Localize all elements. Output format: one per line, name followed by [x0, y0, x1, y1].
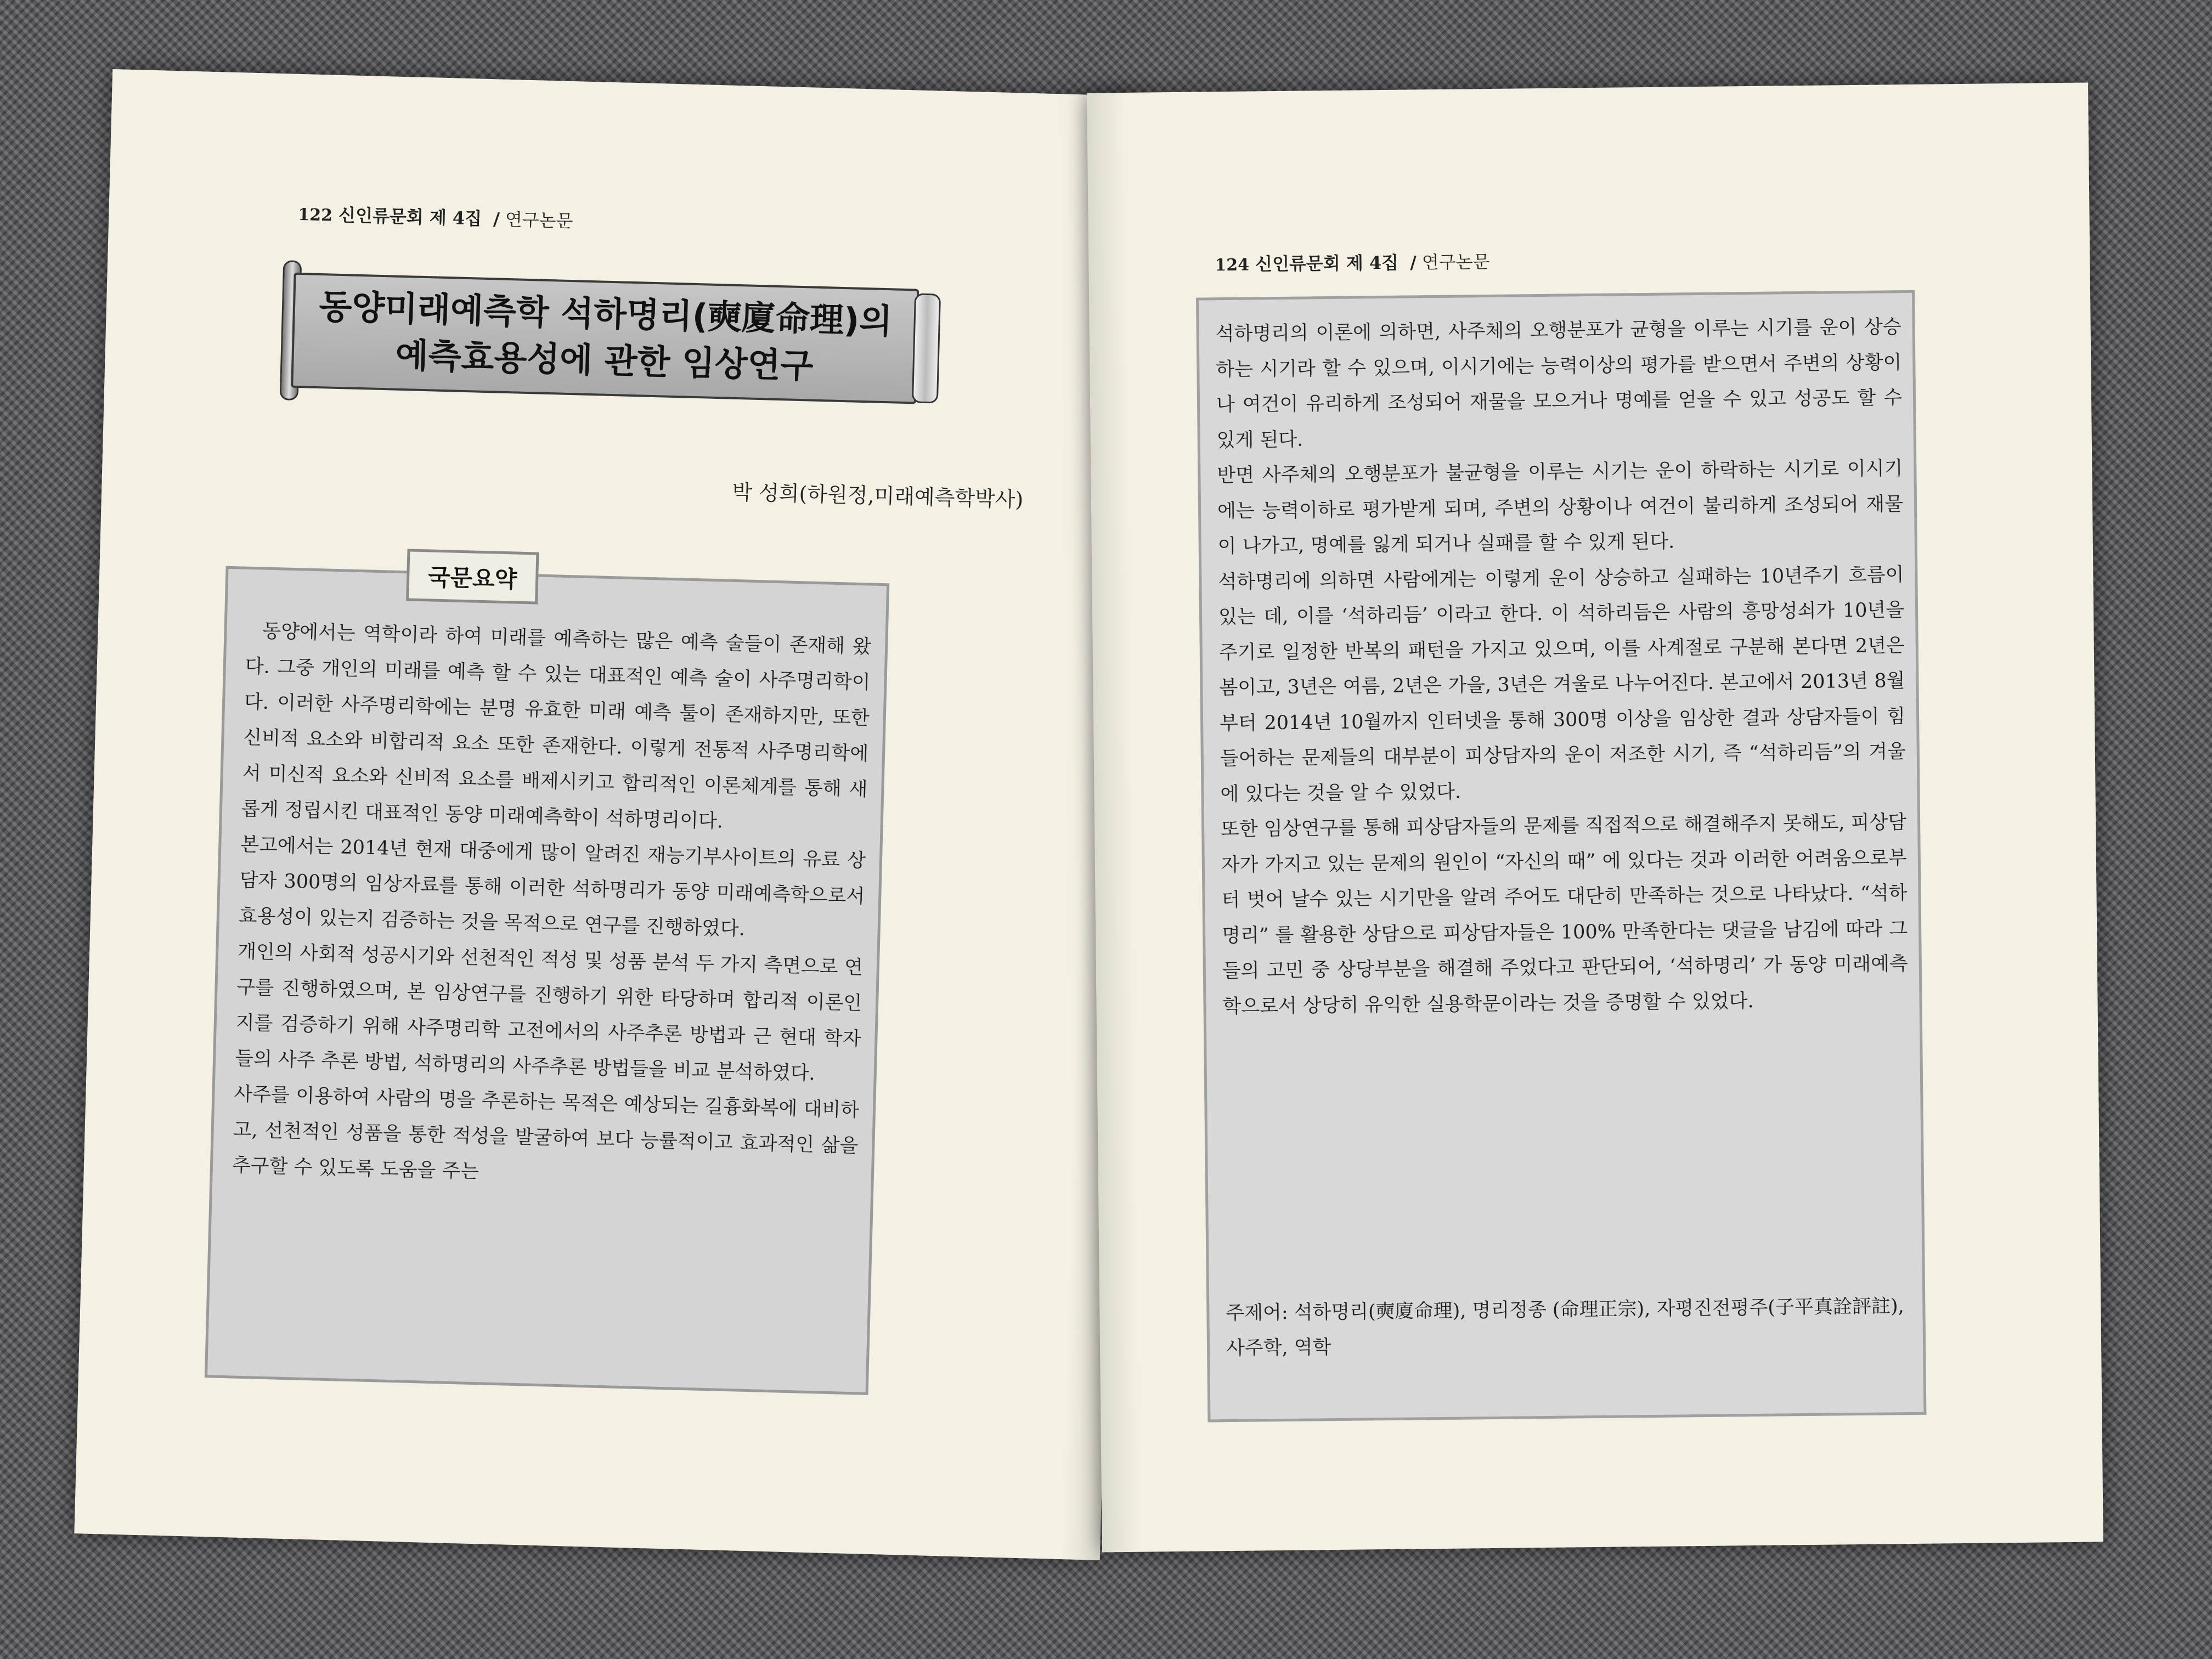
title-scroll [274, 260, 941, 417]
keywords: 주제어: 석하명리(奭廈命理), 명리정종 (命理正宗), 자평진전평주(子平真詮評註), 사주학, 역학 [1226, 1295, 1904, 1360]
page-number: 122 [297, 205, 333, 225]
scroll-rod-right [912, 293, 941, 403]
separator: / [493, 208, 500, 230]
abstract-paragraph: 사주를 이용하여 사람의 명을 추론하는 목적은 예상되는 길흉화복에 대비하고, 선천적인 성품을 통한 적성을 발굴하여 보다 능률적이고 효과적인 삶을 추구할 수 있도록 도움을 주는 [232, 1083, 860, 1183]
abstract-paragraph: 개인의 사회적 성공시기와 선천적인 적성 및 성품 분석 두 가지 측면으로 연구를 진행하였으며, 본 임상연구를 진행하기 위한 타당하며 합리적 이론인지를 검증하기 위해 사주명리학 고전에서의 사주추론 방법과 근 현대 학자들의 사주 추론 방법, 석하명리의 사주추론 방법들을 비교 분석하였다. [234, 940, 864, 1085]
abstract-label: 국문요약 [406, 549, 539, 604]
body-paragraph: 석하명리의 이론에 의하면, 사주체의 오행분포가 균형을 이루는 시기를 운이 상승하는 시기라 할 수 있으며, 이시기에는 능력이상의 평가를 받으면서 주변의 상황이나 여건이 유리하게 조성되어 재물을 모으거나 명예를 얻을 수 있고 성공도 할 수 있게 된다. [1215, 316, 1903, 452]
page-number: 124 [1215, 255, 1250, 275]
body-paragraph: 반면 사주체의 오행분포가 불균형을 이루는 시기는 운이 하락하는 시기로 이시기 에는 능력이하로 평가받게 되며, 주변의 상황이나 여건이 불리하게 조성되어 재물이 나가고, 명예를 잃게 되거나 실패를 할 수 있게 된다. [1217, 458, 1904, 558]
section-name: 연구논문 [1421, 251, 1490, 273]
abstract-paragraph: 본고에서는 2014년 현재 대중에게 많이 알려진 재능기부사이트의 유료 상담자 300명의 임상자료를 통해 이러한 석하명리가 동양 미래예측학으로서 효용성이 있는지 검증하는 것을 목적으로 연구를 진행하였다. [238, 833, 866, 940]
abstract-paragraph: 동양에서는 역학이라 하여 미래를 예측하는 많은 예측 술들이 존재해 왔다. 그중 개인의 미래를 예측 할 수 있는 대표적인 예측 술이 사주명리학이다. 이러한 사주명리학에는 분명 유효한 미래 예측 툴이 존재하지만, 또한 신비적 요소와 비합리적 요소 또한 존재한다. 이렇게 전통적 사주명리학에서 미신적 요소와 신비적 요소를 배제시키고 합리적인 이론체계를 통해 새롭게 정립시킨 대표적인 동양 미래예측학이 석하명리이다. [241, 620, 872, 833]
left-page [74, 69, 1138, 1560]
paper-title [308, 283, 902, 392]
title-line-1: 동양미래예측학 석하명리(奭廈命理)의 [318, 286, 893, 342]
author-line: 박 성희(하원정,미래예측학박사) [731, 479, 1024, 512]
body-paragraph: 또한 임상연구를 통해 피상담자들의 문제를 직접적으로 해결해주지 못해도, 피상담자가 가지고 있는 문제의 원인이 “자신의 때” 에 있다는 것과 이러한 어려움으로부터 벗어 날수 있는 시기만을 알려 주어도 대단히 만족하는 것으로 나타났다. “석하명리” 를 활용한 상담으로 피상담자들은 100% 만족한다는 댓글을 남김에 따라 그들의 고민 중 상당부분을 해결해 주었다고 판단되어, ‘석하명리’ 가 동양 미래예측학으로서 상당히 유익한 실용학문이라는 것을 증명할 수 있었다. [1220, 811, 1909, 1018]
abstract-continuation-text [1215, 309, 1908, 1024]
journal-name: 신인류문회 제 4집 [1255, 252, 1399, 275]
separator: / [1410, 252, 1417, 273]
journal-name: 신인류문회 제 4집 [338, 204, 482, 229]
right-page [1087, 83, 2103, 1553]
title-line-2: 예측효용성에 관한 임상연구 [394, 335, 814, 386]
section-name: 연구논문 [505, 208, 573, 232]
abstract-text [232, 613, 872, 1200]
running-header [298, 200, 573, 233]
running-header [1215, 248, 1490, 276]
body-paragraph: 석하명리에 의하면 사람에게는 이렇게 운이 상승하고 실패하는 10년주기 흐름이 있는 데, 이를 ‘석하리듬’ 이라고 한다. 이 석하리듬은 사람의 흥망성쇠가 10년을 주기로 일정한 반복의 패턴을 가지고 있으며, 이를 사계절로 구분해 본다면 2년은 봄이고, 3년은 여름, 2년은 가을, 3년은 겨울로 나누어진다. 본고에서 2013년 8월부터 2014년 10월까지 인터넷을 통해 300명 이상을 임상한 결과 상담자들이 힘들어하는 문제들의 대부분이 피상담자의 운이 저조한 시기, 즉 “석하리듬”의 겨울에 있다는 것을 알 수 있었다. [1218, 563, 1906, 805]
